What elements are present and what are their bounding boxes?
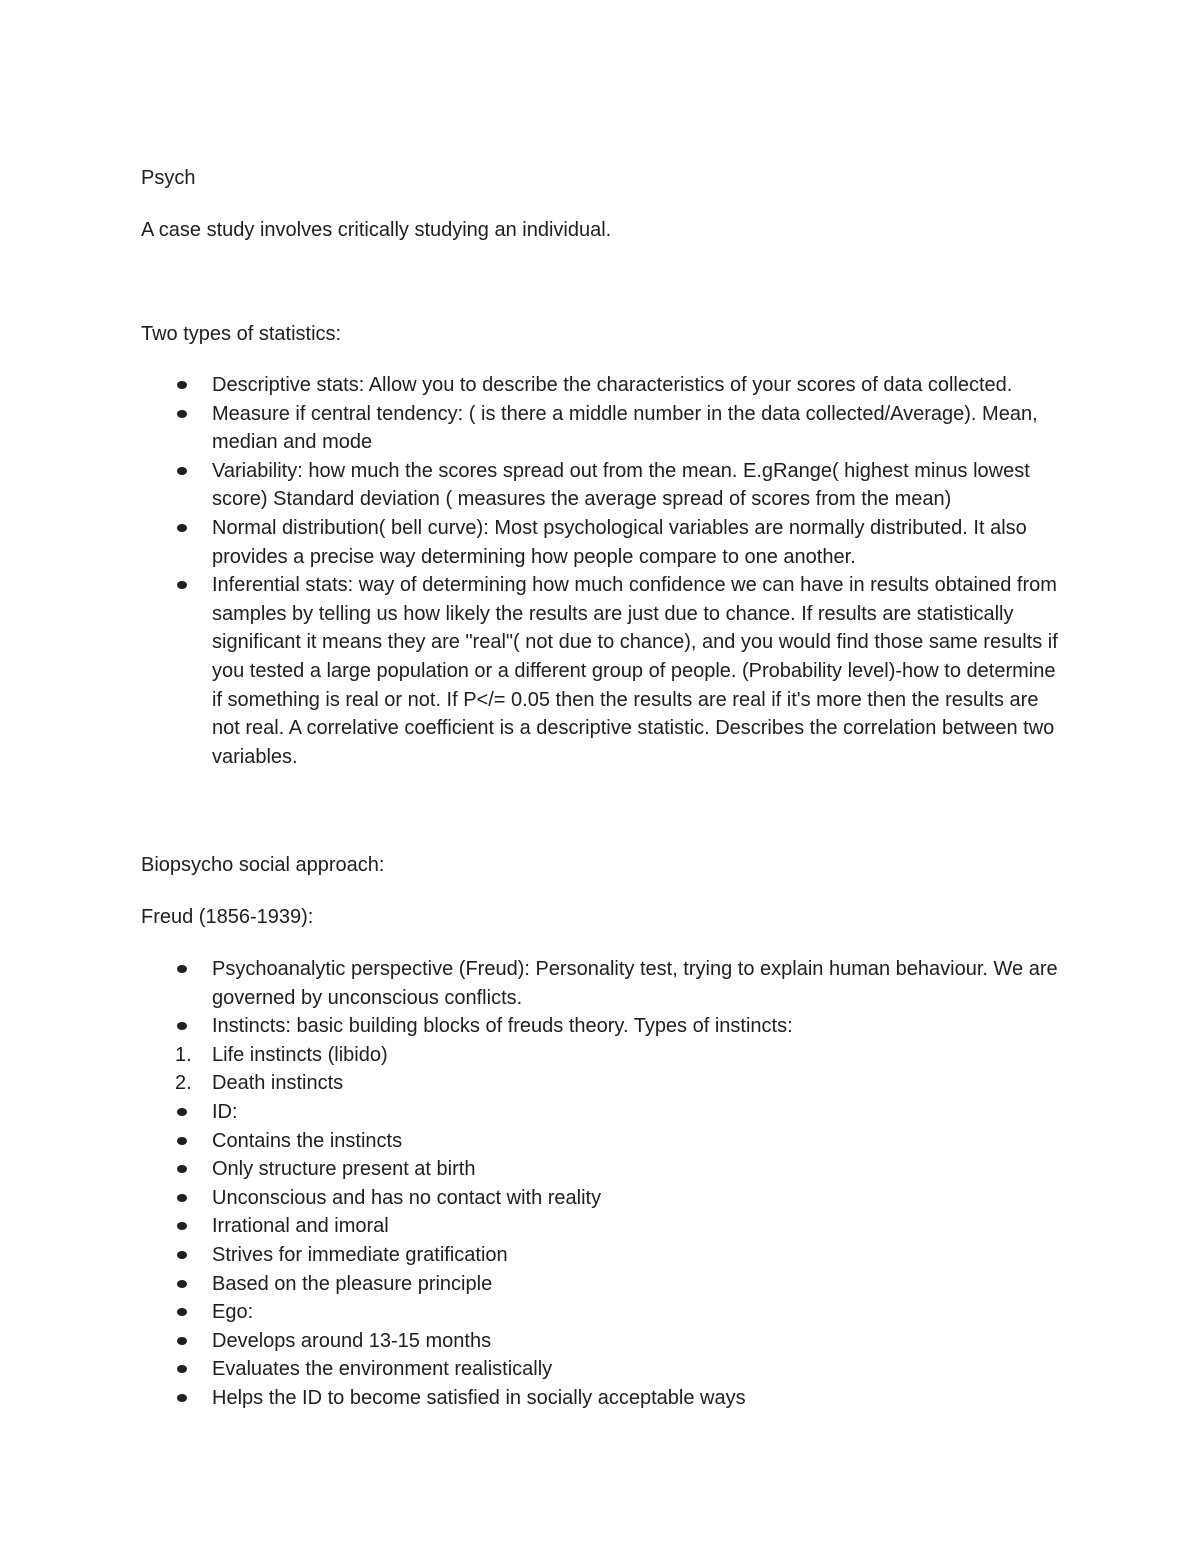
bullet-icon	[177, 1222, 187, 1230]
bullet-icon	[177, 1337, 187, 1345]
list-item	[141, 371, 1061, 400]
list-item	[141, 1184, 1061, 1213]
freud-list	[141, 955, 1061, 1413]
bullet-icon	[177, 1137, 187, 1145]
freud-heading: Freud (1856-1939):	[141, 906, 314, 928]
list-item-text: Contains the instincts	[212, 1129, 403, 1152]
list-item-text: Descriptive stats: Allow you to describe the characteristics of your scores of data collected.	[212, 374, 1013, 396]
intro-paragraph: A case study involves critically studying an individual.	[141, 219, 612, 241]
list-item-text: Variability: how much the scores spread out from the mean. E.gRange( highest minus lowest score) Standard deviation ( measures the average spread of scores from the mean)	[212, 459, 1030, 511]
bullet-icon	[177, 1394, 187, 1402]
bullet-icon	[177, 524, 187, 532]
list-item-text: Based on the pleasure principle	[212, 1272, 493, 1295]
list-item-text: Death instincts	[212, 1072, 344, 1095]
list-item-text: Normal distribution( bell curve): Most psychological variables are normally distributed. It also provides a precise way determining how people compare to one another.	[212, 516, 1027, 568]
list-item	[141, 1327, 1061, 1356]
list-item	[141, 1212, 1061, 1241]
bullet-icon	[177, 1194, 187, 1202]
list-number: 1.	[175, 1043, 192, 1066]
list-item-text: Psychoanalytic perspective (Freud): Personality test, trying to explain human behaviour. We are governed by unconscious conflicts.	[212, 958, 1058, 1009]
bullet-icon	[177, 581, 187, 589]
list-item-text: Evaluates the environment realistically	[212, 1358, 553, 1381]
list-item-text: Inferential stats: way of determining how much confidence we can have in results obtained from samples by telling us how likely the results are just due to chance. If results are statistically significant it means they are "real"( not due to chance), and you would find those same results if you tested a large population or a different group of people. (Probability level)-how to determine if something is real or not. If P</= 0.05 then the results are real if it's more then the results are not real. A correlative coefficient is a descriptive statistic. Describes the correlation between two variables.	[212, 574, 1058, 768]
list-item-text: Life instincts (libido)	[212, 1043, 388, 1066]
list-item-text: Only structure present at birth	[212, 1158, 476, 1181]
list-item	[141, 571, 1061, 771]
list-item	[141, 1069, 1061, 1098]
bullet-icon	[177, 1308, 187, 1316]
list-item	[141, 1298, 1061, 1327]
list-item-text: Measure if central tendency: ( is there a middle number in the data collected/Average). Mean, median and mode	[212, 402, 1038, 454]
list-item-text: Helps the ID to become satisfied in socially acceptable ways	[212, 1386, 746, 1409]
list-item-text: ID:	[212, 1100, 238, 1123]
list-number: 2.	[175, 1072, 192, 1095]
list-item	[141, 1384, 1061, 1413]
biopsycho-heading: Biopsycho social approach:	[141, 854, 385, 876]
list-item	[141, 1041, 1061, 1070]
list-item	[141, 457, 1061, 514]
list-item	[141, 1355, 1061, 1384]
list-item-text: Ego:	[212, 1301, 254, 1324]
bullet-icon	[177, 410, 187, 418]
bullet-icon	[177, 1165, 187, 1173]
list-item	[141, 514, 1061, 571]
list-item	[141, 1241, 1061, 1270]
list-item	[141, 1155, 1061, 1184]
bullet-icon	[177, 1108, 187, 1116]
list-item	[141, 400, 1061, 457]
list-item-text: Develops around 13-15 months	[212, 1329, 492, 1352]
list-item	[141, 955, 1061, 1012]
list-item	[141, 1098, 1061, 1127]
list-item	[141, 1270, 1061, 1299]
list-item	[141, 1127, 1061, 1156]
statistics-list	[141, 371, 1061, 771]
list-item	[141, 1012, 1061, 1041]
bullet-icon	[177, 1022, 187, 1030]
list-item-text: Unconscious and has no contact with reality	[212, 1186, 602, 1209]
list-item-text: Irrational and imoral	[212, 1215, 389, 1238]
document-title: Psych	[141, 167, 196, 189]
bullet-icon	[177, 1280, 187, 1288]
bullet-icon	[177, 381, 187, 389]
bullet-icon	[177, 1251, 187, 1259]
bullet-icon	[177, 1365, 187, 1373]
bullet-icon	[177, 467, 187, 475]
statistics-heading: Two types of statistics:	[141, 323, 342, 345]
list-item-text: Instincts: basic building blocks of freuds theory. Types of instincts:	[212, 1015, 793, 1038]
bullet-icon	[177, 965, 187, 973]
list-item-text: Strives for immediate gratification	[212, 1243, 508, 1266]
